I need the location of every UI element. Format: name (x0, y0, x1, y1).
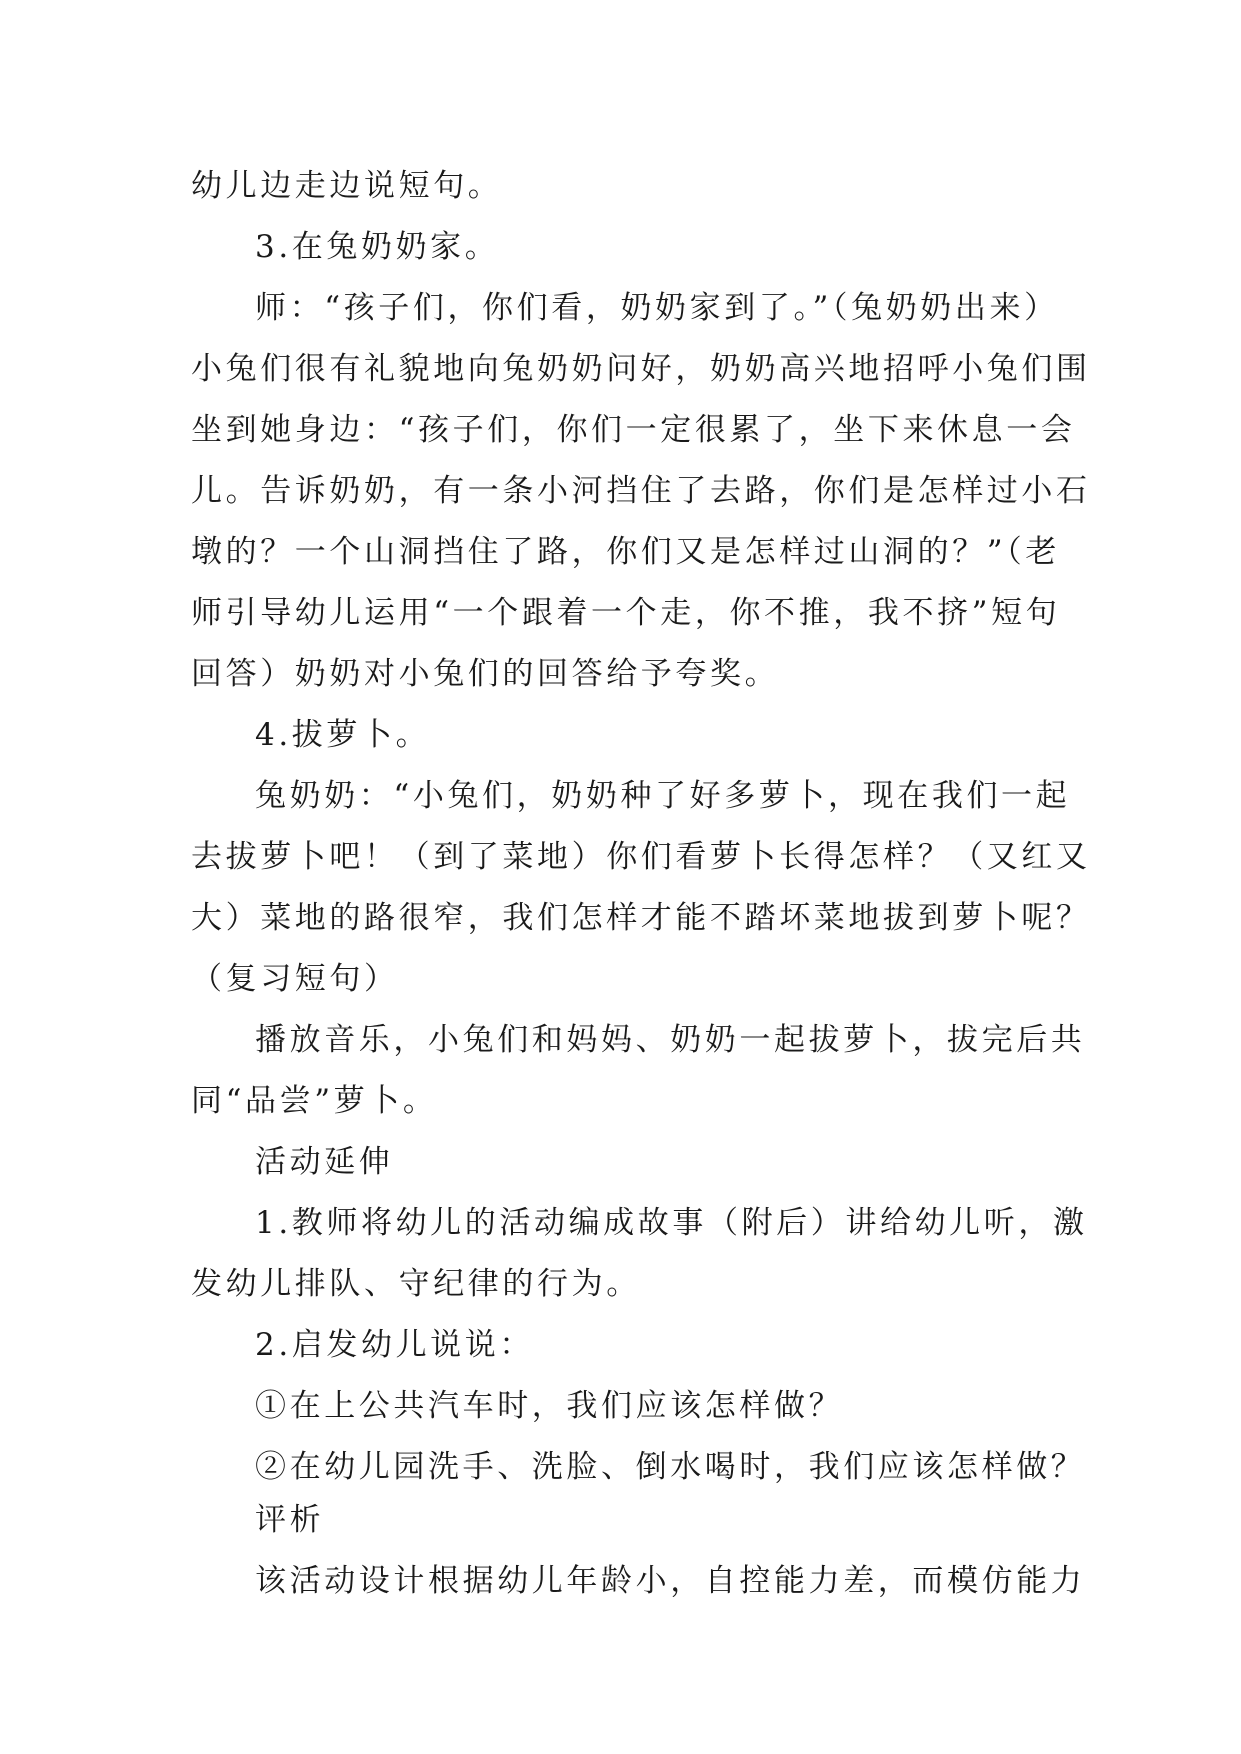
text-line: 墩的？一个山洞挡住了路，你们又是怎样过山洞的？”（老 (191, 534, 1060, 570)
text-line: 幼儿边走边说短句。 (191, 168, 503, 204)
text-line: 师：“孩子们，你们看，奶奶家到了。”（兔奶奶出来） (255, 290, 1059, 326)
text-line: 师引导幼儿运用“一个跟着一个走，你不推，我不挤”短句 (191, 595, 1061, 631)
text-line: 发幼儿排队、守纪律的行为。 (191, 1266, 641, 1302)
text-line: 该活动设计根据幼儿年龄小，自控能力差，而模仿能力 (255, 1563, 1086, 1599)
section-heading-3: 3.在兔奶奶家。 (255, 229, 500, 265)
text-line: 播放音乐，小兔们和妈妈、奶奶一起拔萝卜，拔完后共 (255, 1022, 1086, 1058)
section-heading-evaluation: 评析 (255, 1502, 325, 1538)
text-line: （复习短句） (191, 961, 399, 997)
section-heading-activity-extension: 活动延伸 (255, 1144, 394, 1180)
section-heading-4: 4.拔萝卜。 (255, 717, 431, 753)
text-line: ①在上公共汽车时，我们应该怎样做？ (255, 1388, 844, 1424)
text-line: 同“品尝”萝卜。 (191, 1083, 438, 1119)
text-line: 小兔们很有礼貌地向兔奶奶问好，奶奶高兴地招呼小兔们围 (191, 351, 1091, 387)
text-line: 2.启发幼儿说说： (255, 1327, 534, 1363)
text-line: 回答）奶奶对小兔们的回答给予夸奖。 (191, 656, 780, 692)
text-line: 儿。告诉奶奶，有一条小河挡住了去路，你们是怎样过小石 (191, 473, 1091, 509)
text-line: 坐到她身边：“孩子们，你们一定很累了，坐下来休息一会 (191, 412, 1076, 448)
text-line: 去拔萝卜吧！（到了菜地）你们看萝卜长得怎样？（又红又 (191, 839, 1091, 875)
text-line: 大）菜地的路很窄，我们怎样才能不踏坏菜地拔到萝卜呢？ (191, 900, 1091, 936)
text-line: 兔奶奶：“小兔们，奶奶种了好多萝卜，现在我们一起 (255, 778, 1071, 814)
text-line: ②在幼儿园洗手、洗脸、倒水喝时，我们应该怎样做？ (255, 1449, 1086, 1485)
text-line: 1.教师将幼儿的活动编成故事（附后）讲给幼儿听，激 (255, 1205, 1088, 1241)
